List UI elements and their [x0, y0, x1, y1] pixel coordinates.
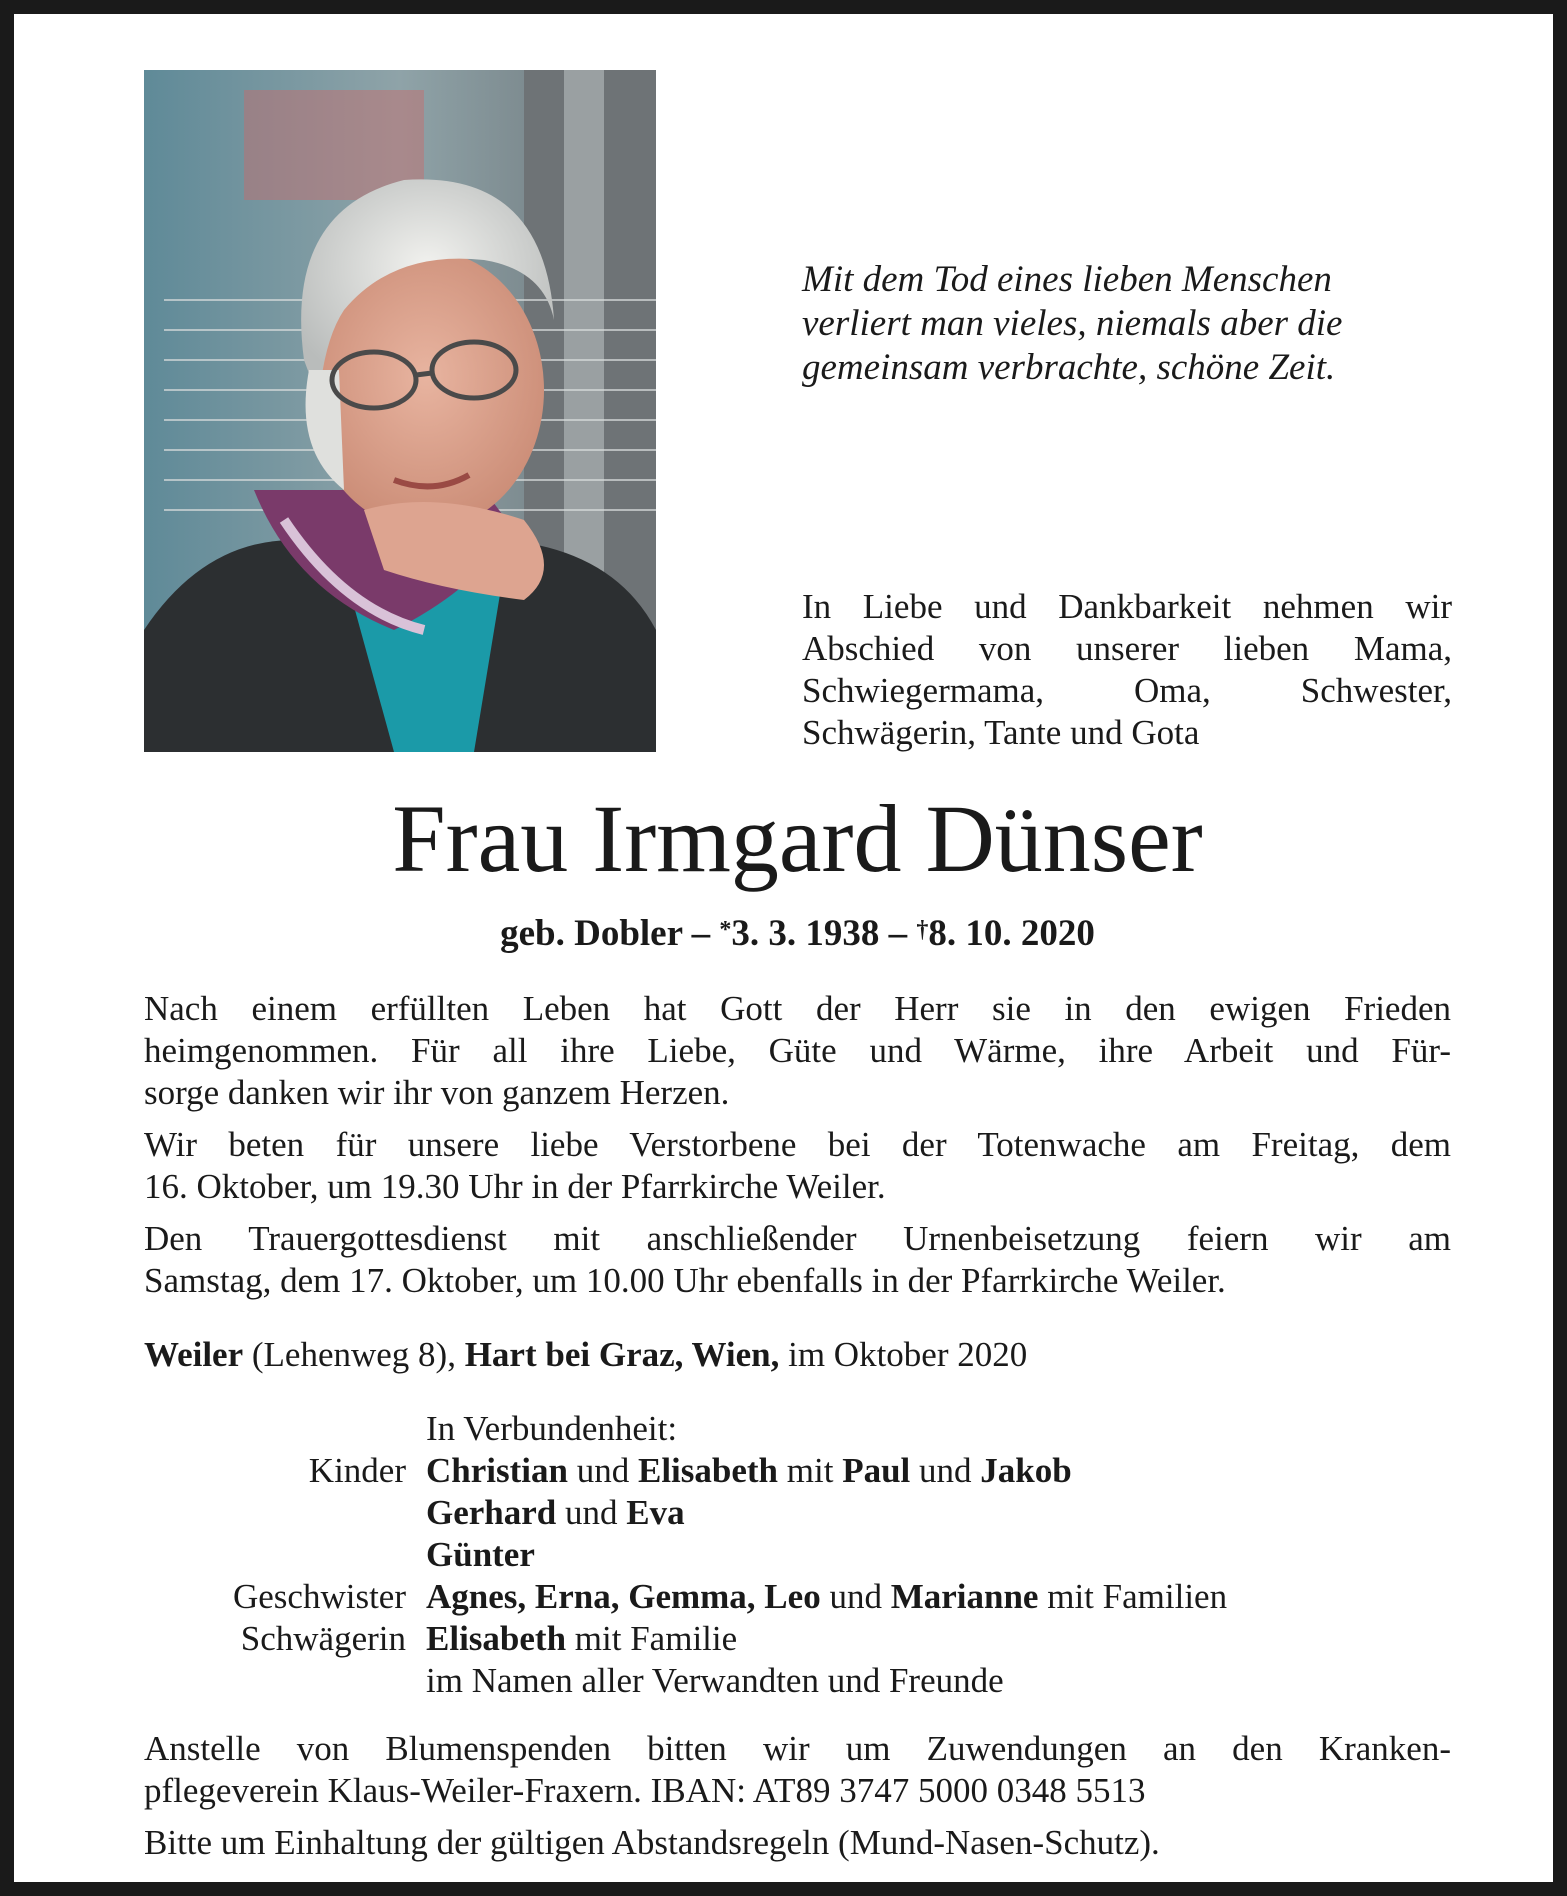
family-heading: In Verbundenheit:	[426, 1409, 678, 1448]
death-date: 8. 10. 2020	[928, 913, 1095, 954]
intro-line: Schwiegermama, Oma, Schwester,	[802, 671, 1452, 710]
obituary-body	[144, 988, 1451, 1312]
donation-line: pflegeverein Klaus-Weiler-Fraxern. IBAN: AT89 3747 5000 0348 5513	[144, 1771, 1146, 1810]
intro-line: Abschied von unserer lieben Mama,	[802, 629, 1452, 668]
paragraph	[144, 988, 1451, 1114]
relation-label: Geschwister	[232, 1577, 406, 1616]
paragraph-line: Wir beten für unsere liebe Verstorbene bei der Totenwache am Freitag, dem	[144, 1125, 1451, 1164]
quote-line: gemeinsam verbrachte, schöne Zeit.	[802, 347, 1336, 388]
address: (Lehenweg 8),	[251, 1335, 456, 1374]
town: Weiler	[144, 1335, 244, 1374]
separator: –	[888, 913, 908, 954]
paragraph-line: Den Trauergottesdienst mit anschließender Urnenbeisetzung feiern wir am	[144, 1219, 1451, 1258]
birth-date: 3. 3. 1938	[731, 913, 880, 954]
family-row	[144, 1576, 1451, 1618]
donation-line: Anstelle von Blumenspenden bitten wir um Zuwendungen an den Kranken-	[144, 1729, 1451, 1768]
family-list	[144, 1408, 1451, 1702]
paragraph-line: 16. Oktober, um 19.30 Uhr in der Pfarrkirche Weiler.	[144, 1167, 886, 1206]
other-places: Hart bei Graz, Wien,	[464, 1335, 780, 1374]
family-closing: im Namen aller Verwandten und Freunde	[426, 1661, 1004, 1700]
life-dates	[144, 912, 1451, 956]
paragraph	[144, 1124, 1451, 1208]
family-row	[144, 1492, 1451, 1534]
family-row	[144, 1660, 1451, 1702]
paragraph-line: Samstag, dem 17. Oktober, um 10.00 Uhr ebenfalls in der Pfarrkirche Weiler.	[144, 1261, 1226, 1300]
paragraph-line: sorge danken wir ihr von ganzem Herzen.	[144, 1073, 730, 1112]
quote-line: Mit dem Tod eines lieben Menschen	[802, 259, 1332, 300]
children-names: Günter	[426, 1535, 535, 1574]
portrait-photo	[144, 70, 656, 752]
intro-line: Schwägerin, Tante und Gota	[802, 713, 1200, 752]
intro-text	[802, 586, 1452, 754]
family-row	[144, 1618, 1451, 1660]
family-row	[144, 1450, 1451, 1492]
paragraph-line: Nach einem erfüllten Leben hat Gott der Herr sie in den ewigen Frieden	[144, 989, 1451, 1028]
relation-label: Schwägerin	[240, 1619, 406, 1658]
relation-label: Kinder	[308, 1451, 406, 1490]
sibling-names: Agnes, Erna, Gemma, Leo und Marianne mit Familien	[426, 1577, 1228, 1616]
children-names: Gerhard und Eva	[426, 1493, 685, 1532]
birth-symbol: *	[719, 917, 732, 943]
paragraph-line: heimgenommen. Für all ihre Liebe, Güte und Wärme, ihre Arbeit und Für-	[144, 1031, 1451, 1070]
deceased-name: Frau Irmgard Dünser	[392, 785, 1203, 892]
sisterinlaw-names: Elisabeth mit Familie	[426, 1619, 738, 1658]
children-names: Christian und Elisabeth mit Paul und Jakob	[426, 1451, 1072, 1490]
quote-text	[802, 258, 1462, 390]
intro-line: In Liebe und Dankbarkeit nehmen wir	[802, 587, 1452, 626]
notice-date: im Oktober 2020	[788, 1335, 1028, 1374]
quote-line: verliert man vieles, niemals aber die	[802, 303, 1343, 344]
family-row	[144, 1408, 1451, 1450]
donation-note	[144, 1728, 1451, 1812]
family-row	[144, 1534, 1451, 1576]
footer-notes	[144, 1728, 1451, 1864]
place-date-line	[144, 1334, 1451, 1376]
death-symbol: †	[916, 917, 929, 943]
maiden-name: geb. Dobler	[500, 913, 683, 954]
paragraph	[144, 1218, 1451, 1302]
separator: –	[691, 913, 711, 954]
rules-note: Bitte um Einhaltung der gültigen Abstandsregeln (Mund-Nasen-Schutz).	[144, 1823, 1160, 1862]
